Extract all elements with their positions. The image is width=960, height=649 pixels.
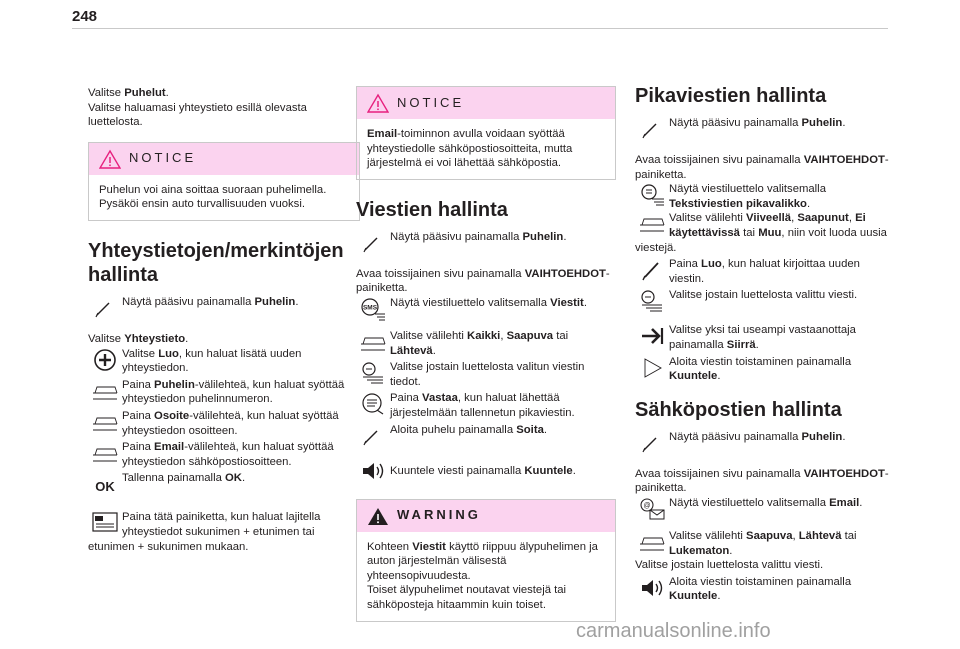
speaker-icon[interactable] (635, 575, 669, 602)
open-secondary: Avaa toissijainen sivu painamalla VAIHTOEHDOT-painiketta. (635, 154, 889, 181)
email-icon[interactable] (635, 496, 669, 523)
step-call: Aloita puhelu painamalla Soita. (356, 423, 616, 450)
section-heading: Pikaviestien hallinta (635, 85, 827, 107)
header-rule (72, 28, 888, 29)
step-home: Näytä pääsivu painamalla Puhelin. (356, 230, 616, 257)
step-tabs: Valitse välilehti Kaikki, Saapuva tai Lähtevä. (356, 329, 616, 358)
tab-icon[interactable] (88, 440, 122, 467)
column-2 (356, 86, 616, 634)
tab-icon[interactable] (635, 529, 669, 556)
pencil-icon (635, 116, 669, 143)
section-heading: Yhteystietojen/merkintöjen hallinta (88, 239, 344, 286)
ok-icon-label: OK (95, 479, 115, 495)
step-reply: Paina Vastaa, kun haluat lähettää järjestelmään tallennetun pikaviestin. (356, 391, 616, 420)
sms-icon[interactable] (356, 296, 390, 323)
open-secondary: Avaa toissijainen sivu painamalla VAIHTOEHDOT-painiketta. (356, 267, 610, 295)
step-email-play: Aloita viestin toistaminen painamalla Kuuntele. (635, 575, 889, 604)
notice-title: NOTICE (397, 94, 465, 110)
step-move: Valitse yksi tai useampi vastaanottaja painamalla Siirrä. (635, 323, 889, 352)
step-address-tab: Paina Osoite-välilehteä, kun haluat syöttää yhteystiedon osoitteen. (88, 409, 360, 438)
step-home: Näytä pääsivu painamalla Puhelin. (635, 430, 889, 457)
notice-title: NOTICE (129, 150, 197, 166)
reply-message-icon[interactable] (356, 391, 390, 418)
intro-line-2: Valitse haluamasi yhteystieto esillä olevasta luettelosta. (88, 101, 307, 129)
pencil-icon[interactable] (635, 257, 669, 284)
add-circle-icon[interactable] (88, 347, 122, 374)
warning-title: WARNING (397, 507, 481, 523)
ok-icon[interactable] (88, 471, 122, 498)
step-email-tabs: Valitse välilehti Saapuva, Lähtevä tai Lukematon. (635, 529, 889, 558)
step-phone-tab: Paina Puhelin-välilehteä, kun haluat syöttää yhteystiedon puhelinnumeron. (88, 378, 360, 407)
pencil-icon (88, 295, 122, 322)
step-email-list: @ Näytä viestiluettelo valitsemalla Email. (635, 496, 889, 523)
section-heading: Viestien hallinta (356, 198, 508, 221)
step-create: Valitse Luo, kun haluat lisätä uuden yhteystiedon. (88, 347, 360, 376)
warning-box (356, 499, 616, 622)
warning-header (357, 500, 615, 532)
message-details-icon[interactable] (356, 360, 390, 387)
notice-box (356, 86, 616, 180)
warning-body: Kohteen Viestit käyttö riippuu älypuhelimen ja auton järjestelmän välisestä yhteensopivuudesta. Toiset älypuhelimet noutavat viestejä tai sähköposteja hitaammin kuin toiset. (367, 540, 598, 611)
notice-body: Puhelun voi aina soittaa suoraan puhelimella. Pysäköi ensin auto turvallisuuden vuoksi. (99, 183, 327, 211)
step-listen: Kuuntele viesti painamalla Kuuntele. (356, 458, 616, 485)
step-home: Näytä pääsivu painamalla Puhelin. (88, 295, 360, 322)
pencil-icon (356, 230, 390, 257)
step-home: Näytä pääsivu painamalla Puhelin. (635, 116, 889, 143)
tab-icon[interactable] (635, 211, 669, 237)
open-secondary: Avaa toissijainen sivu painamalla VAIHTOEHDOT-painiketta. (635, 467, 889, 495)
step-select: Valitse jostain luettelosta valittu viesti. (635, 288, 889, 315)
step-play: Aloita viestin toistaminen painamalla Kuuntele. (635, 355, 889, 384)
notice-body: Email-toiminnon avulla voidaan syöttää yhteystiedolle sähköpostiosoitteita, mutta järjestelmä ei voi lähettää sähköpostia. (367, 128, 573, 170)
select-contact: Valitse Yhteystieto. (88, 332, 189, 345)
warning-triangle-icon (367, 506, 389, 526)
sort-icon[interactable] (88, 510, 122, 536)
message-details-icon[interactable] (635, 288, 669, 315)
column-3 (635, 84, 889, 604)
step-quick: Näytä viestiluettelo valitsemalla Tekstiviestien pikavalikko. (635, 182, 889, 211)
speaker-icon[interactable] (356, 458, 390, 485)
pencil-icon (635, 430, 669, 457)
page-number: 248 (72, 8, 98, 25)
column-1 (88, 86, 360, 554)
intro-line: Valitse Puhelut. (88, 87, 169, 99)
footer-watermark: carmanualsonline.info (576, 620, 771, 642)
notice-box (88, 142, 360, 221)
warning-triangle-icon (99, 149, 121, 169)
sms-icon-label: SMS (362, 304, 378, 312)
step-msglist: SMS Näytä viestiluettelo valitsemalla Viestit. (356, 296, 616, 323)
step-create: Paina Luo, kun haluat kirjoittaa uuden viestin. (635, 257, 889, 286)
section-heading: Sähköpostien hallinta (635, 398, 842, 421)
play-icon[interactable] (635, 355, 669, 382)
quick-message-icon[interactable] (635, 182, 669, 209)
step-sort: Paina tätä painiketta, kun haluat lajitella yhteystiedot sukunimen + etunimen tai etunimen + sukunimen mukaan. (88, 511, 321, 553)
step-email-tab: Paina Email-välilehteä, kun haluat syöttää yhteystiedon sähköpostiosoitteen. (88, 440, 360, 469)
notice-header (357, 87, 615, 119)
tab-icon[interactable] (88, 409, 122, 436)
pencil-icon (356, 423, 390, 450)
step-save: OK Tallenna painamalla OK. (88, 471, 360, 498)
email-select: Valitse jostain luettelosta valittu viesti. (635, 559, 824, 572)
step-details: Valitse jostain luettelosta valitun viestin tiedot. (356, 360, 616, 389)
svg-text:@: @ (643, 502, 651, 510)
step-tabs: Valitse välilehti Viiveellä, Saapunut, Ei käytettävissä tai Muu, niin voit luoda uusia viestejä. (635, 212, 887, 254)
tab-icon[interactable] (88, 378, 122, 405)
warning-triangle-icon (367, 93, 389, 113)
arrow-right-icon[interactable] (635, 323, 669, 350)
notice-header (89, 143, 359, 175)
tab-icon[interactable] (356, 329, 390, 356)
